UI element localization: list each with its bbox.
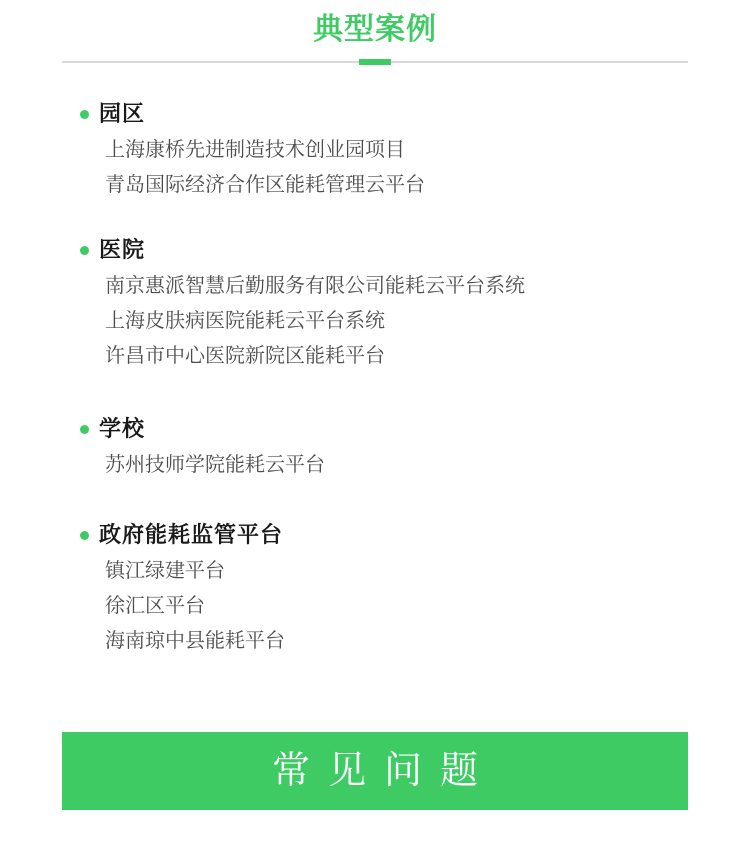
case-section-park bbox=[62, 102, 688, 196]
section-header bbox=[62, 523, 688, 547]
bullet-icon bbox=[80, 425, 89, 434]
case-section-school bbox=[62, 417, 688, 476]
section-header bbox=[62, 417, 688, 441]
section-title: 政府能耗监管平台 bbox=[99, 522, 284, 547]
case-item: 南京惠派智慧后勤服务有限公司能耗云平台系统 bbox=[105, 275, 525, 297]
bullet-icon bbox=[80, 531, 89, 540]
section-header bbox=[62, 102, 688, 126]
case-item: 许昌市中心医院新院区能耗平台 bbox=[105, 345, 385, 367]
case-item: 徐汇区平台 bbox=[105, 595, 205, 617]
case-item: 上海康桥先进制造技术创业园项目 bbox=[105, 139, 405, 161]
case-item: 镇江绿建平台 bbox=[105, 560, 225, 582]
section-title: 园区 bbox=[99, 101, 146, 126]
case-section-hospital bbox=[62, 238, 688, 367]
faq-banner-label: 常见问题 bbox=[271, 750, 496, 792]
page-title: 典型案例 bbox=[313, 13, 437, 46]
header bbox=[0, 0, 750, 65]
case-section-government bbox=[62, 523, 688, 652]
divider-accent-underline bbox=[359, 59, 391, 65]
case-items bbox=[62, 139, 688, 196]
bullet-icon bbox=[80, 246, 89, 255]
bullet-icon bbox=[80, 110, 89, 119]
faq-section-banner bbox=[62, 732, 688, 810]
title-divider bbox=[0, 59, 750, 65]
case-items bbox=[62, 275, 688, 367]
case-item: 海南琼中县能耗平台 bbox=[105, 630, 285, 652]
case-items bbox=[62, 454, 688, 476]
case-item: 上海皮肤病医院能耗云平台系统 bbox=[105, 310, 385, 332]
section-header bbox=[62, 238, 688, 262]
case-list bbox=[0, 65, 750, 652]
section-title: 医院 bbox=[99, 237, 146, 262]
section-title: 学校 bbox=[99, 416, 146, 441]
case-items bbox=[62, 560, 688, 652]
case-item: 苏州技师学院能耗云平台 bbox=[105, 454, 325, 476]
case-item: 青岛国际经济合作区能耗管理云平台 bbox=[105, 174, 425, 196]
